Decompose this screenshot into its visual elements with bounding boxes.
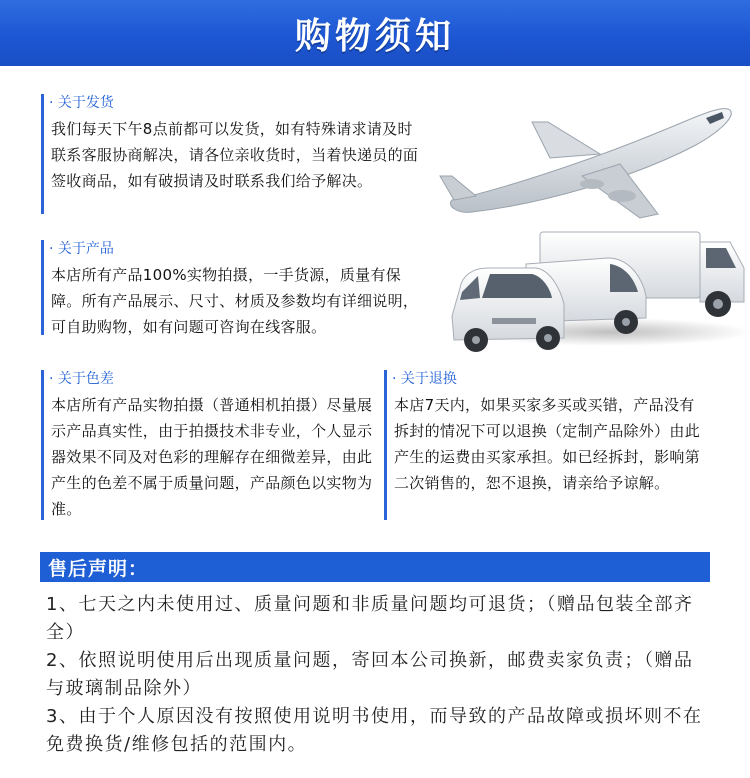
after-sales-item: 1、七天之内未使用过、质量问题和非质量问题均可退货；（赠品包装全部齐全） <box>46 594 694 643</box>
section-title-shipping: · 关于发货 <box>49 95 114 111</box>
after-sales-item: 3、由于个人原因没有按照使用说明书使用，而导致的产品故障或损坏则不在免费换货/维修包括的范围内。 <box>46 706 703 755</box>
section-product <box>41 240 431 335</box>
header-banner <box>0 0 750 66</box>
after-sales-title: 售后声明： <box>48 557 149 580</box>
airplane-icon <box>440 109 731 218</box>
section-accent-bar <box>41 94 44 214</box>
van-icon <box>452 268 564 352</box>
section-accent-bar <box>384 370 387 520</box>
section-body-product: 本店所有产品100%实物拍摄，一手货源，质量有保障。所有产品展示、尺寸、材质及参数均有详细说明，可自助购物，如有问题可咨询在线客服。 <box>51 266 419 336</box>
section-body-returns: 本店7天内，如果买家多买或买错，产品没有拆封的情况下可以退换（定制产品除外）由此产生的运费由买家承担。如已经拆封，影响第二次销售的，恕不退换，请亲给予谅解。 <box>394 396 701 492</box>
section-color <box>41 370 386 520</box>
after-sales-list <box>46 591 710 759</box>
after-sales-header <box>40 552 710 582</box>
section-returns <box>384 370 704 520</box>
section-shipping <box>41 94 431 214</box>
section-body-shipping: 我们每天下午8点前都可以发货，如有特殊请求请及时联系客服协商解决，请各位亲收货时，当着快递员的面签收商品，如有破损请及时联系我们给予解决。 <box>51 120 419 190</box>
delivery-illustration <box>432 92 750 352</box>
page-title: 购物须知 <box>294 15 455 57</box>
after-sales-item: 2、依照说明使用后出现质量问题，寄回本公司换新，邮费卖家负责；（赠品与玻璃制品除外） <box>46 650 694 699</box>
section-title-color: · 关于色差 <box>49 371 114 387</box>
section-body-color: 本店所有产品实物拍摄（普通相机拍摄）尽量展示产品真实性，由于拍摄技术非专业，个人显示器效果不同及对色彩的理解存在细微差异，由此产生的色差不属于质量问题，产品颜色以实物为准。 <box>51 396 373 518</box>
section-title-product: · 关于产品 <box>49 241 114 257</box>
section-accent-bar <box>41 370 44 520</box>
section-title-returns: · 关于退换 <box>392 371 457 387</box>
section-accent-bar <box>41 240 44 335</box>
